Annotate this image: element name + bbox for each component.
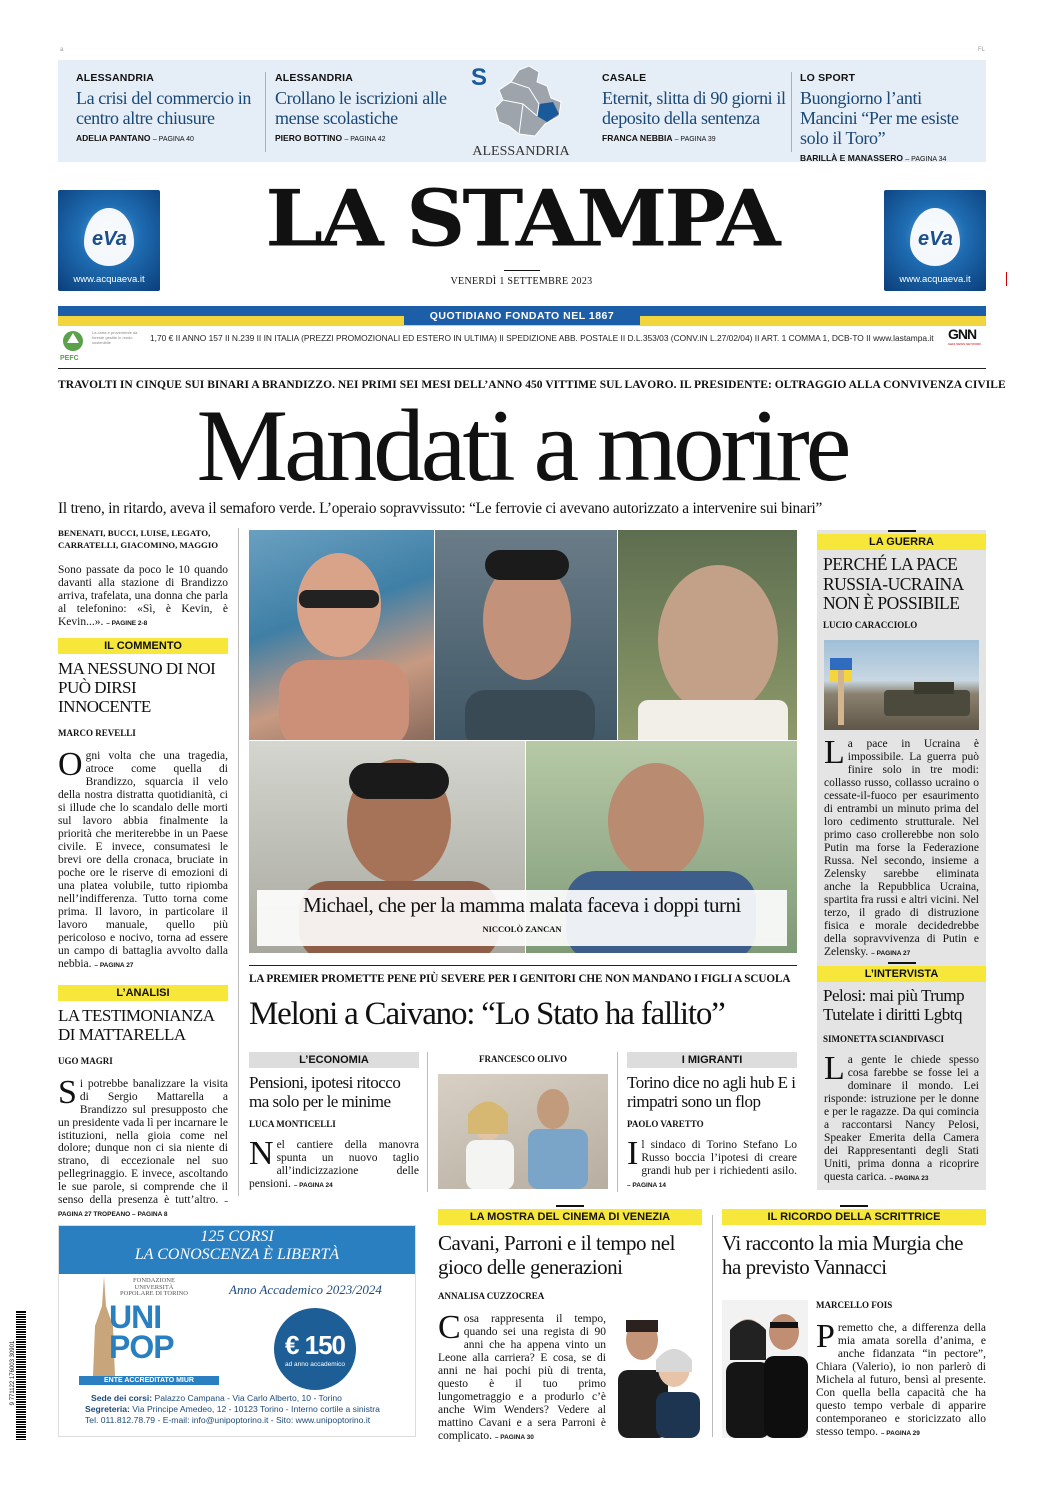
contact-line[interactable]: Tel. 011.812.78.79 - E-mail: info@unipoptorino.it - Sito: www.unipoptorino.it xyxy=(85,1415,371,1425)
unipop-logo: UNI POP xyxy=(109,1299,174,1365)
migranti-block xyxy=(627,1052,797,1191)
guerra-block xyxy=(817,530,986,959)
guerra-body: La pace in Ucraina è impossibile. La guerra può finire solo in tre modi: collasso russo, collasso ucraino o cessate-il-fuoco per esaurimento di entrambi un minuto prima del loro cedimento strutturale. Nel primo caso crollerebbe non solo Putin ma forse la Federazione Russa. Nel secondo, insieme a Zelensky sarebbe eliminata anche la Repubblica Ucraina, spartita fra russi e altri vicini. Nel terzo, il grado di distruzione fisica e morale decidedrebbe della sopravvivenza di Putin e Zelensky. – PAGINA 27 xyxy=(824,733,979,958)
drop-cap: P xyxy=(816,1318,835,1355)
region-map xyxy=(465,62,577,162)
migranti-body: Il sindaco di Torino Stefano Lo Russo boccia l’ipotesi di creare grandi hub per i richiedenti asilo. – PAGINA 14 xyxy=(627,1135,797,1190)
section-letter: S xyxy=(471,64,488,91)
venezia-label: LA MOSTRA DEL CINEMA DI VENEZIA xyxy=(438,1209,702,1225)
column-rule xyxy=(617,1052,618,1192)
kicker: LO SPORT xyxy=(800,72,856,84)
economia-headline[interactable]: Pensioni, ipotesi ritocco ma solo per le minime xyxy=(249,1073,401,1111)
pefc-label: PEFC xyxy=(60,355,79,362)
column-rule xyxy=(238,528,239,1196)
byline: PIERO BOTTINO – PAGINA 42 xyxy=(275,133,386,144)
murgia-label: IL RICORDO DELLA SCRITTRICE xyxy=(722,1209,986,1225)
victim-photo-2 xyxy=(435,530,617,740)
murgia-headline[interactable]: Vi racconto la mia Murgia che ha previsto Vannacci xyxy=(722,1231,964,1280)
commento-label: IL COMMENTO xyxy=(58,638,228,654)
photo-caption-box xyxy=(257,890,787,946)
venezia-author: ANNALISA CUZZOCREA xyxy=(438,1291,545,1302)
pefc-text: La carta è proveniente da foreste gestite in modo sostenibile xyxy=(92,330,138,345)
murgia-body: Premetto che, a differenza della mia amata sorella d’anima, e anche fidanzata “in pectore”, Chiara (Valerio), io non parlerò di Michela al futuro, bensì al presente. Con quella bella capacità che ha questo tempo verbale di apparire contemporaneo e storicizzato allo stesso tempo. – PAGINA 29 xyxy=(816,1318,986,1438)
byline: ADELIA PANTANO – PAGINA 40 xyxy=(76,133,194,144)
top-strip-item-4[interactable] xyxy=(800,72,982,163)
murgia-body-wrap xyxy=(816,1300,986,1439)
drop-cap: C xyxy=(438,1309,461,1347)
top-strip-item-3[interactable] xyxy=(602,72,787,143)
victim-photo-1 xyxy=(249,530,434,740)
commento-author: MARCO REVELLI xyxy=(58,727,136,738)
guerra-label: LA GUERRA xyxy=(817,534,986,550)
drop-cap: L xyxy=(824,733,845,771)
unipop-banner xyxy=(59,1226,415,1274)
map-label: ALESSANDRIA xyxy=(472,144,570,159)
migranti-headline[interactable]: Torino dice no agli hub E i rimpatri sono un flop xyxy=(627,1073,796,1111)
value: Palazzo Campana - Via Carlo Alberto, 10 - Torino xyxy=(154,1393,342,1403)
commento-headline[interactable]: MA NESSUNO DI NOI PUÒ DIRSI INNOCENTE xyxy=(58,658,216,716)
corner-mark-right: FL xyxy=(978,47,986,53)
analisi-body: Si potrebbe banalizzare la visita di Sergio Mattarella a Brandizzo sul presupposto che un presidente vada lì per incarnare le istituzioni, nella gioia come nel dolore; dunque non ci sia niente di strano, di eccezionale nel suo pellegrinaggio. E invece, ascoltando le sue parole, si comprende che il senso della presenza è tutt’altro. – PAGINA 27 TROPEANO – PAGINA 8 xyxy=(58,1073,229,1219)
analisi-author: UGO MAGRI xyxy=(58,1055,113,1066)
eva-url: www.acquaeva.it xyxy=(73,274,145,285)
top-strip-item-1[interactable] xyxy=(76,72,261,143)
divider xyxy=(791,72,792,152)
photo-byline: NICCOLÒ ZANCAN xyxy=(482,924,562,935)
commento-body: Ogni volta che una tragedia, atroce come quella di Brandizzo, squarcia il velo della nostra distratta quotidianità, ci si illude che lo scandalo delle morti sul lavoro abbia finalmente la priorità che meriterebbe in un Paese civile. E invece, consumatesi le brevi ore della cronaca, bruciate in poche ore le riserve di emozioni di una platea volubile, tutto ripiomba nell’indifferenza. Tutto torna come prima. Il lavoro, in particolare il lavoro manuale, quello più pericoloso e nocivo, torna ad essere un campo di battaglia avvolto dalla nebbia. – PAGINA 27 xyxy=(58,745,228,970)
date-rule xyxy=(504,270,540,271)
headline: Eternit, slitta di 90 giorni il deposito della sentenza xyxy=(602,88,786,129)
label: Segreteria: xyxy=(85,1404,130,1414)
eva-logo: eVa xyxy=(918,228,953,250)
kicker: ALESSANDRIA xyxy=(275,72,354,84)
unipop-foundation: FONDAZIONE UNIVERSITÀ POPOLARE DI TORINO xyxy=(119,1277,188,1297)
value: Via Principe Amedeo, 12 - 10123 Torino - Interno cortile a sinistra xyxy=(132,1404,380,1414)
unipop-contacts xyxy=(85,1393,415,1426)
masthead-title[interactable]: LA STAMPA xyxy=(265,173,778,265)
headline: Crollano le iscrizioni alle mense scolastiche xyxy=(275,88,447,129)
meloni-headline[interactable]: Meloni a Caivano: “Lo Stato ha fallito” xyxy=(249,996,725,1032)
column-rule xyxy=(427,1052,428,1192)
lead-body: Sono passate da poco le 10 quando davanti alla stazione di Brandizzo arriva, trafelata, una donna che parla al telefonino: «Sì, è Kevin, è Kevin...». – PAGINE 2-8 xyxy=(58,563,228,628)
venezia-headline[interactable]: Cavani, Parroni e il tempo nel gioco delle generazioni xyxy=(438,1231,675,1280)
headline: La crisi del commercio in centro altre chiusure xyxy=(76,88,251,129)
byline: BARILLÀ E MANASSERO – PAGINA 34 xyxy=(800,153,947,164)
guerra-author: LUCIO CARACCIOLO xyxy=(823,619,918,630)
victim-photo-3 xyxy=(618,530,797,740)
analisi-headline[interactable]: LA TESTIMONIANZA DI MATTARELLA xyxy=(58,1005,214,1044)
drop-cap: N xyxy=(249,1135,274,1173)
column-rule xyxy=(712,1215,713,1437)
masthead-rule xyxy=(58,368,986,369)
drop-cap: L xyxy=(824,1050,845,1088)
lead-authors: BENENATI, BUCCI, LUISE, LEGATO, CARRATELLI, GIACOMINO, MAGGIO xyxy=(58,528,219,550)
lead-subhead: Il treno, in ritardo, aveva il semaforo verde. L’operaio sopravvissuto: “Le ferrovie ci avevano autorizzato a intervenire sui binari” xyxy=(58,500,823,517)
issue-date: VENERDÌ 1 SETTEMBRE 2023 xyxy=(450,276,593,287)
intervista-body: La gente le chiede spesso cosa farebbe se fosse lei a dominare il mondo. Lei risponde: istruzione per le donne e per le ragazze. Da qui comincia a raccontarsi Nancy Pelosi, Speaker Emerita della Camera dei Rappresentanti degli Stati Uniti, prima donna a ricoprire questa carica. – PAGINA 23 xyxy=(824,1050,979,1184)
founded-label: QUOTIDIANO FONDATO NEL 1867 xyxy=(404,307,640,325)
barcode-number: 9 771122 176003 30901 xyxy=(10,1340,16,1406)
pefc-logo xyxy=(60,330,90,360)
intervista-label: L’INTERVISTA xyxy=(817,966,986,982)
kicker: ALESSANDRIA xyxy=(76,72,155,84)
economia-author: LUCA MONTICELLI xyxy=(249,1119,336,1130)
drop-cap: I xyxy=(627,1135,639,1173)
eva-url: www.acquaeva.it xyxy=(899,274,971,285)
divider xyxy=(265,72,266,152)
drop-cap: S xyxy=(58,1073,77,1111)
venezia-photo xyxy=(612,1310,702,1438)
analisi-label: L’ANALISI xyxy=(58,985,228,1001)
drop-cap: O xyxy=(58,745,83,783)
murgia-author: MARCELLO FOIS xyxy=(816,1300,893,1310)
pefc-tree-icon xyxy=(60,330,86,352)
guerra-headline[interactable]: PERCHÉ LA PACE RUSSIA-UCRAINA NON È POSSIBILE xyxy=(823,554,963,614)
unipop-year: Anno Accademico 2023/2024 xyxy=(229,1282,382,1297)
meloni-photo xyxy=(438,1074,608,1189)
economia-label: L’ECONOMIA xyxy=(249,1052,419,1068)
lead-overline: TRAVOLTI IN CINQUE SUI BINARI A BRANDIZZO. NEI PRIMI SEI MESI DELL’ANNO 450 VITTIME SUL LAVORO. IL PRESIDENTE: OLTRAGGIO ALLA CONVIVENZA CIVILE xyxy=(58,379,1006,391)
meloni-rule xyxy=(249,965,797,966)
lead-photo-grid[interactable] xyxy=(249,530,797,953)
intervista-author: SIMONETTA SCIANDIVASCI xyxy=(823,1034,944,1045)
migranti-author: PAOLO VARETTO xyxy=(627,1119,704,1130)
corner-mark-left: a xyxy=(60,47,64,53)
byline: FRANCA NEBBIA – PAGINA 39 xyxy=(602,133,716,144)
label: Sede dei corsi: xyxy=(91,1393,153,1403)
migranti-label: I MIGRANTI xyxy=(627,1052,797,1068)
headline: Buongiorno l’anti Mancini “Per me esiste solo il Toro” xyxy=(800,88,959,149)
murgia-photo xyxy=(722,1300,808,1438)
issue-info: 1,70 € II ANNO 157 II N.239 II IN ITALIA (PREZZI PROMOZIONALI ED ESTERO IN ULTIMA) II SPEDIZIONE ABB. POSTALE II D.L.353/03 (CONV.IN L.27/02/04) II ART. 1 COMMA 1, DCB-TO II www.lastampa.it xyxy=(150,333,934,343)
intervista-headline[interactable]: Pelosi: mai più Trump Tutelate i diritti Lgbtq xyxy=(823,986,965,1024)
economia-block xyxy=(249,1052,419,1191)
eva-logo: eVa xyxy=(92,228,127,250)
left-column xyxy=(58,528,228,1220)
meloni-overline: LA PREMIER PROMETTE PENE PIÙ SEVERE PER I GENITORI CHE NON MANDANO I FIGLI A SCUOLA xyxy=(249,973,791,985)
eva-ad-right[interactable] xyxy=(884,190,986,291)
price-sub: ad anno accademico xyxy=(285,1361,345,1368)
price: € 150 xyxy=(284,1330,346,1360)
lead-headline[interactable]: Mandati a morire xyxy=(196,389,848,503)
economia-body: Nel cantiere della manovra spunta un nuovo taglio all’indicizzazione delle pensioni. – PAGINA 24 xyxy=(249,1135,419,1191)
venezia-body: Cosa rappresenta il tempo, quando sei una regista di 90 anni che ha appena vinto un Leone alla carriera? E cosa, se di anni ne hai pochi più di trenta, questo è il tuo primo lungometraggio e a produrlo c’è anche Wim Wenders? Vedere al mattino Cavani e a sera Parroni è complicato. – PAGINA 30 xyxy=(438,1309,606,1443)
unipop-title1: 125 CORSI xyxy=(200,1228,274,1245)
barcode xyxy=(6,1310,26,1440)
kicker: CASALE xyxy=(602,72,647,84)
top-strip-item-2[interactable] xyxy=(275,72,460,143)
unipop-ad[interactable] xyxy=(58,1225,416,1437)
unipop-title2: LA CONOSCENZA È LIBERTÀ xyxy=(134,1246,340,1263)
eva-ad-left[interactable] xyxy=(58,190,160,291)
edge-mark xyxy=(1006,272,1007,286)
price-badge xyxy=(274,1308,356,1390)
intervista-block xyxy=(817,962,986,1184)
gnn-sub: GEDI NEWS NETWORK xyxy=(948,342,982,346)
photo-caption[interactable]: Michael, che per la mamma malata faceva i doppi turni xyxy=(303,893,741,917)
ukraine-photo xyxy=(824,640,979,730)
murgia-block xyxy=(722,1205,986,1279)
piedmont-map-icon xyxy=(489,64,569,139)
gnn-logo xyxy=(948,326,988,346)
unipop-accredited: ENTE ACCREDITATO MIUR xyxy=(79,1376,219,1385)
meloni-author: FRANCESCO OLIVO xyxy=(478,1054,568,1064)
gnn-text: GNN xyxy=(948,326,977,342)
